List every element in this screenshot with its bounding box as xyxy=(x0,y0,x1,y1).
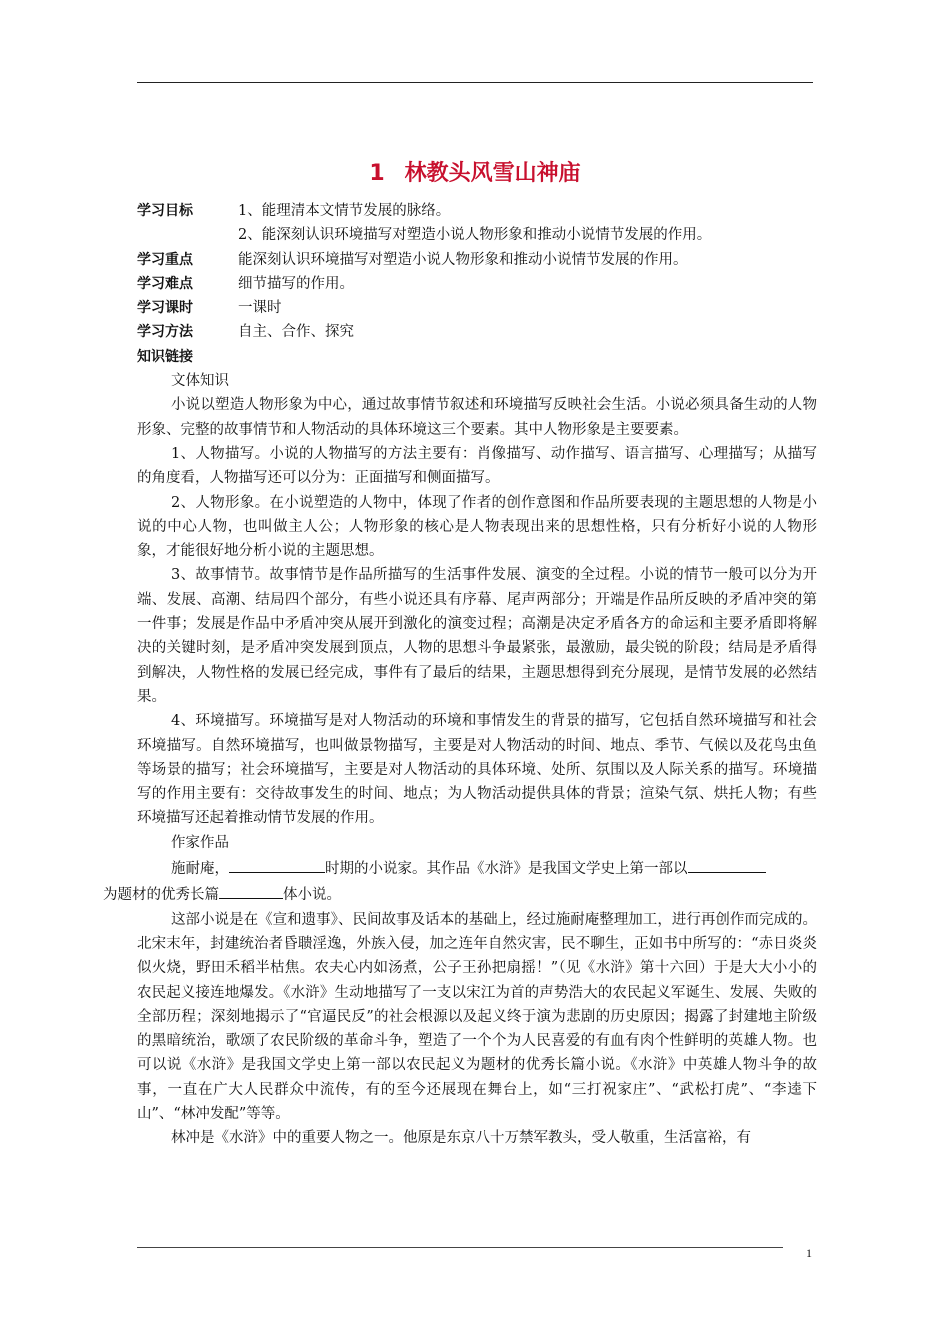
page-number: 1 xyxy=(806,1246,812,1260)
title-text: 林教头风雪山神庙 xyxy=(404,161,581,186)
meta-value: 一课时 xyxy=(238,300,282,317)
paragraph: 小说以塑造人物形象为中心，通过故事情节叙述和环境描写反映社会生活。小说必须具备生动的人物形象、完整的故事情节和人物活动的具体环境这三个要素。其中人物形象是主要要素。 xyxy=(137,397,817,438)
meta-value xyxy=(238,345,817,369)
fill-text: 体小说。 xyxy=(283,887,341,904)
blank-subject[interactable] xyxy=(688,855,766,873)
meta-label: 学习方法 xyxy=(137,324,193,341)
meta-row xyxy=(137,248,817,272)
meta-row xyxy=(137,296,817,320)
meta-row xyxy=(137,223,817,247)
meta-row xyxy=(137,320,817,344)
fill-in-paragraph xyxy=(103,855,817,908)
meta-label: 学习目标 xyxy=(137,203,193,219)
meta-row xyxy=(137,199,817,223)
blank-genre[interactable] xyxy=(219,881,283,899)
meta-label xyxy=(137,223,238,247)
footer-rule xyxy=(137,1247,783,1248)
paragraph: 林冲是《水浒》中的重要人物之一。他原是东京八十万禁军教头，受人敬重，生活富裕，有 xyxy=(171,1130,751,1147)
document-body xyxy=(103,199,817,1151)
meta-value: 细节描写的作用。 xyxy=(238,275,354,292)
meta-value: 能深刻认识环境描写对塑造小说人物形象和推动小说情节发展的作用。 xyxy=(238,251,688,268)
meta-label: 学习课时 xyxy=(137,300,193,317)
section-heading-genre: 文体知识 xyxy=(171,373,229,390)
paragraph: 3、故事情节。故事情节是作品所描写的生活事件发展、演变的全过程。小说的情节一般可以分为开端、发展、高潮、结局四个部分，有些小说还具有序幕、尾声两部分；开端是作品所反映的矛盾冲突的第一件事；发展是作品中矛盾冲突从展开到激化的演变过程；高潮是决定矛盾各方的命运和主要矛盾即将解决的关键时刻，是矛盾冲突发展到顶点，人物的思想斗争最紧张，最激励，最尖锐的阶段；结局是矛盾得到解决，人物性格的发展已经完成，事件有了最后的结果，主题思想得到充分展现，是情节发展的必然结果。 xyxy=(137,567,817,705)
meta-row xyxy=(137,345,817,369)
meta-value: 2、能深刻认识环境描写对塑造小说人物形象和推动小说情节发展的作用。 xyxy=(238,227,712,244)
fill-text: 时期的小说家。其作品《水浒》是我国文学史上第一部以 xyxy=(325,861,688,878)
meta-label: 学习重点 xyxy=(137,251,193,268)
meta-value: 自主、合作、探究 xyxy=(238,324,354,341)
page-title xyxy=(0,156,950,187)
paragraph: 1、人物描写。小说的人物描写的方法主要有：肖像描写、动作描写、语言描写、心理描写；从描写的角度看，人物描写还可以分为：正面描写和侧面描写。 xyxy=(137,445,817,487)
title-number: 1 xyxy=(369,161,385,186)
paragraph: 2、人物形象。在小说塑造的人物中，体现了作者的创作意图和作品所要表现的主题思想的人物是小说的中心人物，也叫做主人公；人物形象的核心是人物表现出来的思想性格，只有分析好小说的人物形象，才能很好地分析小说的主题思想。 xyxy=(137,494,817,560)
fill-text: 为题材的优秀长篇 xyxy=(103,887,219,904)
paragraph: 4、环境描写。环境描写是对人物活动的环境和事情发生的背景的描写，它包括自然环境描写和社会环境描写。自然环境描写，也叫做景物描写，主要是对人物活动的时间、地点、季节、气候以及花鸟虫鱼等场景的描写；社会环境描写，主要是对人物活动的具体环境、处所、氛围以及人际关系的描写。环境描写的作用主要有：交待故事发生的时间、地点；为人物活动提供具体的背景；渲染气氛、烘托人物；有些环境描写还起着推动情节发展的作用。 xyxy=(137,713,817,827)
fill-text: 施耐庵， xyxy=(171,861,229,878)
paragraph: 这部小说是在《宣和遗事》、民间故事及话本的基础上，经过施耐庵整理加工，进行再创作而完成的。北宋末年，封建统治者昏聩淫逸，外族入侵，加之连年自然灾害，民不聊生，正如书中所写的：“赤日炎炎似火烧，野田禾稻半枯焦。农夫心内如汤煮，公子王孙把扇摇！”（见《水浒》第十六回）于是大大小小的农民起义接连地爆发。《水浒》生动地描写了一支以宋江为首的声势浩大的农民起义军诞生、发展、失败的全部历程；深刻地揭示了“官逼民反”的社会根源以及起义终于演为悲剧的历史原因；揭露了封建地主阶级的黑暗统治，歌颂了农民阶级的革命斗争，塑造了一个个为人民喜爱的有血有肉个性鲜明的英雄人物。也可以说《水浒》是我国文学史上第一部以农民起义为题材的优秀长篇小说。《水浒》中英雄人物斗争的故事，一直在广大人民群众中流传，有的至今还展现在舞台上，如“三打祝家庄”、“武松打虎”、“李逵下山”、“林冲发配”等等。 xyxy=(137,911,817,1122)
meta-label: 学习难点 xyxy=(137,275,193,292)
section-heading-author: 作家作品 xyxy=(171,834,229,851)
meta-value: 1、能理清本文情节发展的脉络。 xyxy=(238,203,451,219)
blank-era[interactable] xyxy=(229,855,325,873)
meta-row xyxy=(137,272,817,296)
meta-label: 知识链接 xyxy=(137,348,193,365)
header-rule xyxy=(137,82,813,83)
